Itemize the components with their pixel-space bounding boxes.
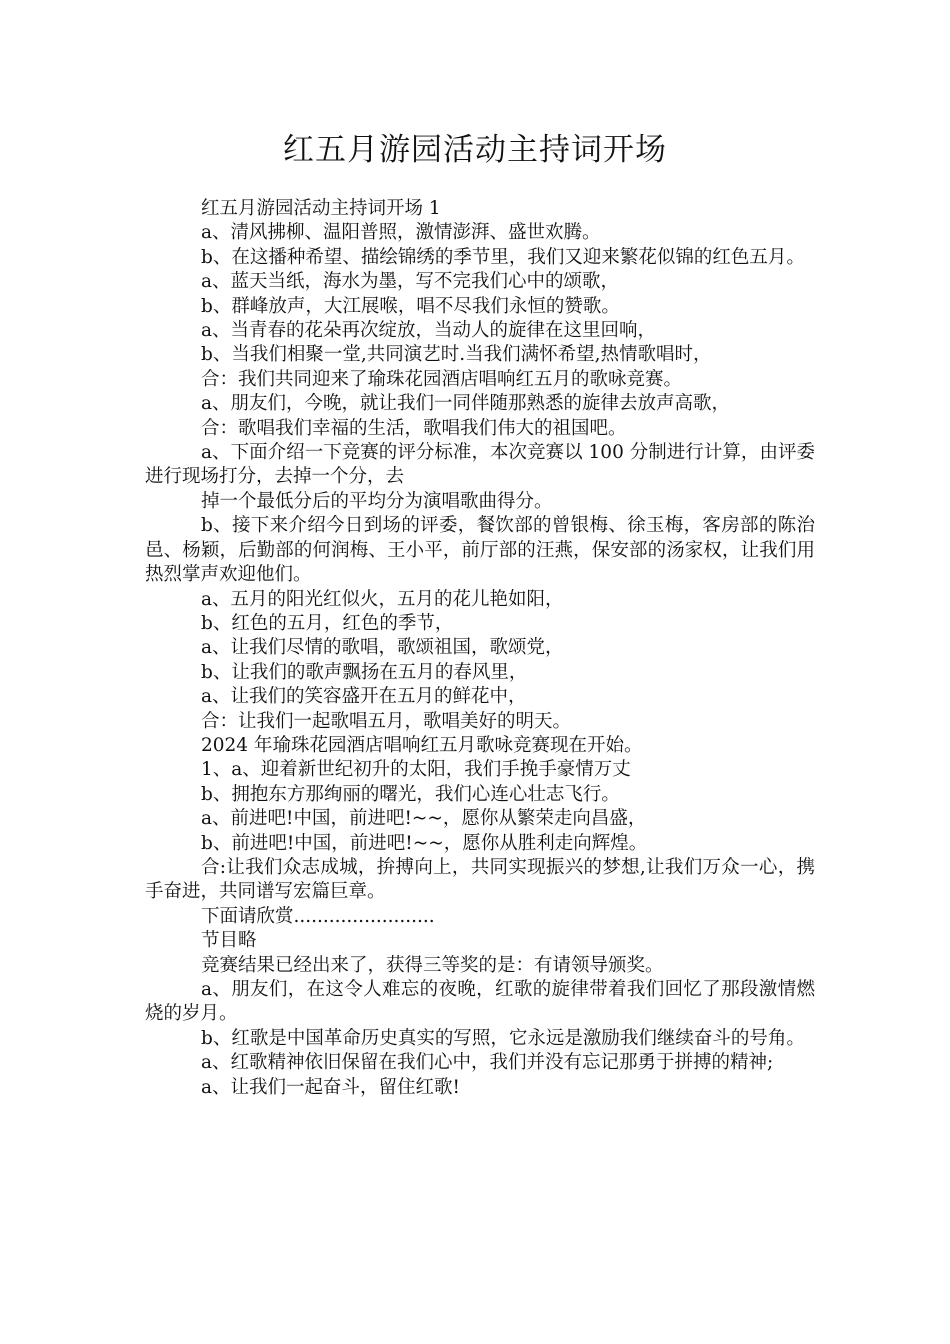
- paragraph: a、朋友们，今晚，就让我们一同伴随那熟悉的旋律去放声高歌，: [201, 393, 731, 415]
- paragraph: 2024 年瑜珠花园酒店唱响红五月歌咏竞赛现在开始。: [201, 734, 643, 756]
- paragraph: b、接下来介绍今日到场的评委，餐饮部的曾银梅、徐玉梅，客房部的陈治邑、杨颖，后勤部的何润梅、王小平，前厅部的汪燕，保安部的汤家权，让我们用热烈掌声欢迎他们。: [145, 515, 815, 586]
- paragraph: a、清风拂柳、温阳普照，激情澎湃、盛世欢腾。: [201, 222, 601, 244]
- paragraph: b、让我们的歌声飘扬在五月的春风里，: [201, 661, 528, 683]
- paragraph: b、红色的五月，红色的季节，: [201, 612, 454, 634]
- paragraph: a、当青春的花朵再次绽放，当动人的旋律在这里回响，: [201, 320, 657, 342]
- paragraph: a、让我们一起奋斗，留住红歌!: [201, 1076, 460, 1098]
- document-body: [145, 197, 815, 1100]
- paragraph: a、前进吧!中国，前进吧!~~，愿你从繁荣走向昌盛，: [201, 808, 647, 830]
- paragraph: b、红歌是中国革命历史真实的写照，它永远是激励我们继续奋斗的号角。: [201, 1027, 805, 1049]
- paragraph: b、在这播种希望、描绘锦绣的季节里，我们又迎来繁花似锦的红色五月。: [201, 246, 805, 268]
- paragraph: a、让我们的笑容盛开在五月的鲜花中，: [201, 686, 527, 708]
- paragraph: b、当我们相聚一堂,共同演艺时.当我们满怀希望,热情歌唱时，: [201, 344, 712, 366]
- paragraph: 节目略: [201, 930, 257, 952]
- paragraph: b、群峰放声，大江展喉，唱不尽我们永恒的赞歌。: [201, 295, 620, 317]
- paragraph: a、下面介绍一下竞赛的评分标准，本次竞赛以 100 分制进行计算，由评委进行现场打分，去掉一个分，去: [145, 442, 815, 488]
- paragraph: 合：让我们一起歌唱五月，歌唱美好的明天。: [201, 710, 572, 732]
- paragraph: a、五月的阳光红似火，五月的花儿艳如阳，: [201, 588, 564, 610]
- paragraph: a、蓝天当纸，海水为墨，写不完我们心中的颂歌，: [201, 271, 620, 293]
- paragraph: b、拥抱东方那绚丽的曙光，我们心连心壮志飞行。: [201, 783, 620, 805]
- paragraph: a、红歌精神依旧保留在我们心中，我们并没有忘记那勇于拼搏的精神;: [201, 1052, 774, 1074]
- paragraph: 1、a、迎着新世纪初升的太阳，我们手挽手豪情万丈: [201, 759, 631, 781]
- paragraph: 红五月游园活动主持词开场 1: [201, 198, 441, 219]
- paragraph: a、朋友们，在这令人难忘的夜晚，红歌的旋律带着我们回忆了那段激情燃烧的岁月。: [145, 979, 815, 1025]
- paragraph: b、前进吧!中国，前进吧!~~，愿你从胜利走向辉煌。: [201, 832, 648, 854]
- paragraph: 竞赛结果已经出来了，获得三等奖的是：有请领导颁奖。: [201, 954, 664, 976]
- paragraph: 合：我们共同迎来了瑜珠花园酒店唱响红五月的歌咏竞赛。: [201, 368, 683, 390]
- paragraph: 下面请欣赏........................: [201, 905, 435, 927]
- document-title: 红五月游园活动主持词开场: [283, 132, 667, 168]
- paragraph: 掉一个最低分后的平均分为演唱歌曲得分。: [201, 490, 553, 512]
- paragraph: a、让我们尽情的歌唱，歌颂祖国，歌颂党，: [201, 637, 564, 659]
- paragraph: 合：歌唱我们幸福的生活，歌唱我们伟大的祖国吧。: [201, 417, 627, 439]
- paragraph: 合:让我们众志成城，拚搏向上，共同实现振兴的梦想,让我们万众一心，携手奋进，共同谱写宏篇巨章。: [145, 856, 815, 903]
